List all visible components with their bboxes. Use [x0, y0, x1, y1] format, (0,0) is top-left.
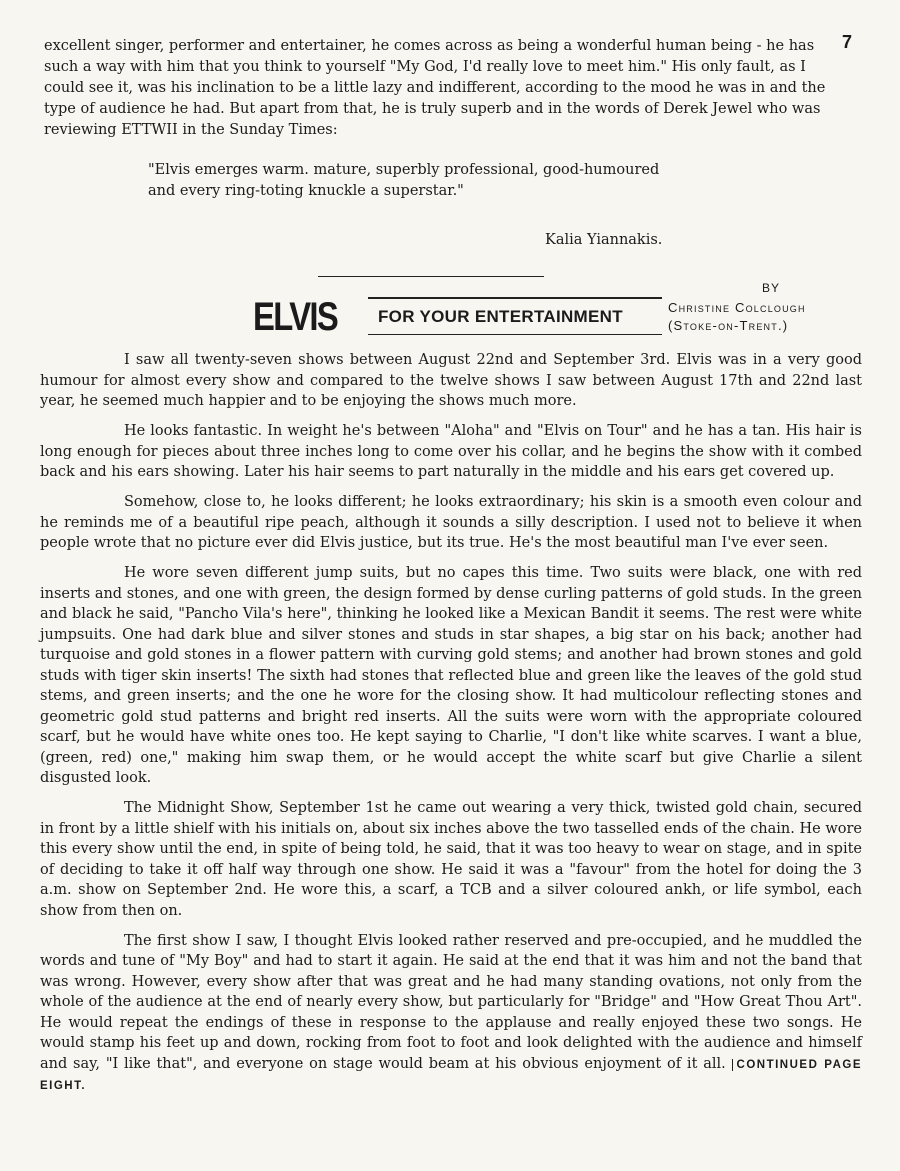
article-paragraph: The Midnight Show, September 1st he came out wearing a very thick, twisted gold chain, secured in front by a little shielf with his initials on, about six inches above the two tasselled ends of the chain. He wore this every show until the end, in spite of being told, he said, that it was too heavy to wear on stage, and in spite of deciding to take it off half way through one show. He said it was a "favour" from the hotel for doing the 3 a.m. show on September 2nd. He wore this, a scarf, a TCB and a silver coloured ankh, or life symbol, each show from then on. [40, 800, 862, 919]
article-subtitle: FOR YOUR ENTERTAINMENT [378, 307, 623, 326]
byline-author [668, 299, 806, 335]
elvis-logo: ELVIS [253, 295, 338, 339]
author-location: (Stoke-on-Trent.) [668, 318, 789, 333]
article-paragraph [40, 931, 862, 1097]
article-paragraph: He looks fantastic. In weight he's between "Aloha" and "Elvis on Tour" and he has a tan. His hair is long enough for pieces about three inches long to come over his collar, and he begins the show with it combed back and his ears showing. Later his hair seems to part naturally in the middle and his ears get covered up. [40, 423, 862, 480]
author-name: Christine Colclough [668, 300, 806, 315]
intro-paragraph: excellent singer, performer and entertainer, he comes across as being a wonderful human being - he has such a way with him that you think to yourself "My God, I'd really love to meet him." His only fault, as I could see it, was his inclination to be a little lazy and indifferent, according to the mood he was in and the type of audience he had. But apart from that, he is truly superb and in the words of Derek Jewel who was reviewing ETTWII in the Sunday Times: [44, 38, 826, 138]
section-divider [318, 276, 544, 277]
article-paragraph: I saw all twenty-seven shows between August 22nd and September 3rd. Elvis was in a very good humour for almost every show and compared to the twelve shows I saw between August 17th and 22nd last year, he seemed much happier and to be enjoying the shows much more. [40, 352, 862, 409]
continued-note: CONTINUED PAGE EIGHT. [40, 1058, 863, 1092]
quote-line: "Elvis emerges warm. mature, superbly professional, good-humoured [148, 162, 660, 178]
article-body [40, 350, 862, 1106]
article-paragraph: Somehow, close to, he looks different; he looks extraordinary; his skin is a smooth even colour and he reminds me of a beautiful ripe peach, although it sounds a silly description. I used not to believe it when people wrote that no picture ever did Elvis justice, but its true. He's the most beautiful man I've ever seen. [40, 494, 862, 551]
page-number: 7 [842, 32, 853, 52]
article-masthead [0, 280, 900, 342]
byline-by: BY [762, 281, 781, 295]
article-paragraph: He wore seven different jump suits, but no capes this time. Two suits were black, one with red inserts and stones, and one with green, the design formed by dense curling patterns of gold studs. In the green and black he said, "Pancho Vila's here", thinking he looked like a Mexican Bandit it seems. The rest were white jumpsuits. One had dark blue and silver stones and studs in star shapes, a big star on his back; another had turquoise and gold stones in a flower pattern with curving gold stems; and another had brown stones and gold studs with tiger skin inserts! The sixth had stones that reflected blue and green like the leaves of the gold stud stems, and green inserts; and the one he wore for the closing show. It had multicolour reflecting stones and geometric gold stud patterns and bright red inserts. All the suits were worn with the appropriate coloured scarf, but he would have white ones too. He kept saying to Charlie, "I don't like white scarves. I want a blue, (green, red) one," making him swap them, or he would accept the white scarf but give Charlie a silent disgusted look. [40, 565, 862, 786]
article-paragraph-text: The first show I saw, I thought Elvis looked rather reserved and pre-occupied, and he muddled the words and tune of "My Boy" and had to start it again. He said at the end that it was him and not the band that was wrong. However, every show after that was great and he had many standing ovations, not only from the whole of the audience at the end of nearly every show, but particularly for "Bridge" and "How Great Thou Art". He would repeat the endings of these in response to the applause and really enjoyed these two songs. He would stamp his feet up and down, rocking from foot to foot and look delighted with the audience and himself and say, "I like that", and everyone on stage would beam at his obvious enjoyment of it all. [40, 932, 862, 1072]
quote-line: and every ring-toting knuckle a superstar." [148, 183, 464, 199]
signature: Kalia Yiannakis. [545, 232, 663, 248]
intro-section [44, 36, 850, 141]
review-quote [148, 160, 768, 202]
